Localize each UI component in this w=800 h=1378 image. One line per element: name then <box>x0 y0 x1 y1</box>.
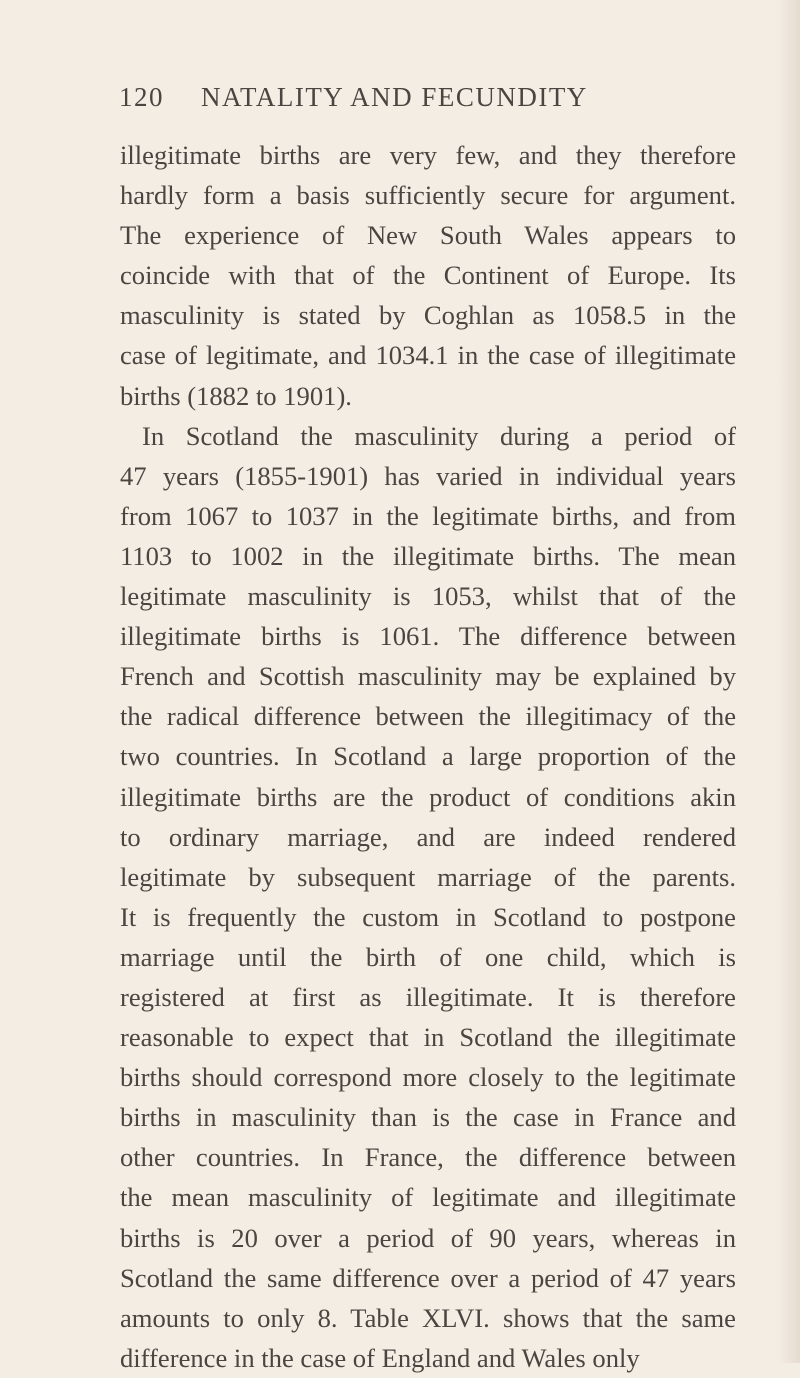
text-line: Scotland the same difference over a period of 47 years <box>120 1262 736 1293</box>
text-line: births should correspond more closely to the legitimate <box>120 1062 736 1093</box>
text-line: legitimate by subsequent marriage of the parents. <box>120 861 736 892</box>
text-line: two countries. In Scotland a large proportion of the <box>120 741 736 772</box>
text-line: to ordinary marriage, and are indeed rendered <box>120 821 736 852</box>
page-number: 120 <box>119 82 164 112</box>
text-line: other countries. In France, the difference between <box>120 1142 736 1173</box>
text-line: births in masculinity than is the case in France and <box>120 1102 736 1133</box>
text-line: the radical difference between the illegitimacy of the <box>120 701 736 732</box>
text-line: The experience of New South Wales appears to <box>120 220 736 251</box>
paragraph-start-line: In Scotland the masculinity during a period of <box>142 420 736 451</box>
text-line: illegitimate births is 1061. The difference between <box>120 621 736 652</box>
body-text <box>120 135 736 1378</box>
text-line: reasonable to expect that in Scotland the illegitimate <box>120 1022 736 1053</box>
text-line: marriage until the birth of one child, which is <box>120 941 736 972</box>
text-line: difference in the case of England and Wales only <box>120 1342 640 1373</box>
text-line: case of legitimate, and 1034.1 in the case of illegitimate <box>120 340 736 371</box>
text-line: 1103 to 1002 in the illegitimate births. The mean <box>120 540 736 571</box>
text-line: masculinity is stated by Coghlan as 1058.5 in the <box>120 300 736 331</box>
text-line: 47 years (1855-1901) has varied in individual years <box>120 460 736 491</box>
text-line: births is 20 over a period of 90 years, whereas in <box>120 1222 736 1253</box>
page-edge-shadow <box>778 0 800 1363</box>
text-line: It is frequently the custom in Scotland to postpone <box>120 901 736 932</box>
text-line: amounts to only 8. Table XLVI. shows that the same <box>120 1302 736 1333</box>
text-line: coincide with that of the Continent of Europe. Its <box>120 260 736 291</box>
running-title: NATALITY AND FECUNDITY <box>201 82 588 112</box>
text-line: illegitimate births are the product of conditions akin <box>120 781 736 812</box>
text-line: the mean masculinity of legitimate and illegitimate <box>120 1182 736 1213</box>
text-line: from 1067 to 1037 in the legitimate births, and from <box>120 500 736 531</box>
running-head <box>119 82 619 122</box>
text-line: hardly form a basis sufficiently secure for argument. <box>120 180 736 211</box>
text-line: French and Scottish masculinity may be explained by <box>120 661 736 692</box>
text-line: illegitimate births are very few, and they therefore <box>120 140 736 170</box>
paragraph-end-line: births (1882 to 1901). <box>120 380 352 411</box>
text-line: registered at first as illegitimate. It is therefore <box>120 981 736 1012</box>
text-line: legitimate masculinity is 1053, whilst that of the <box>120 581 736 612</box>
